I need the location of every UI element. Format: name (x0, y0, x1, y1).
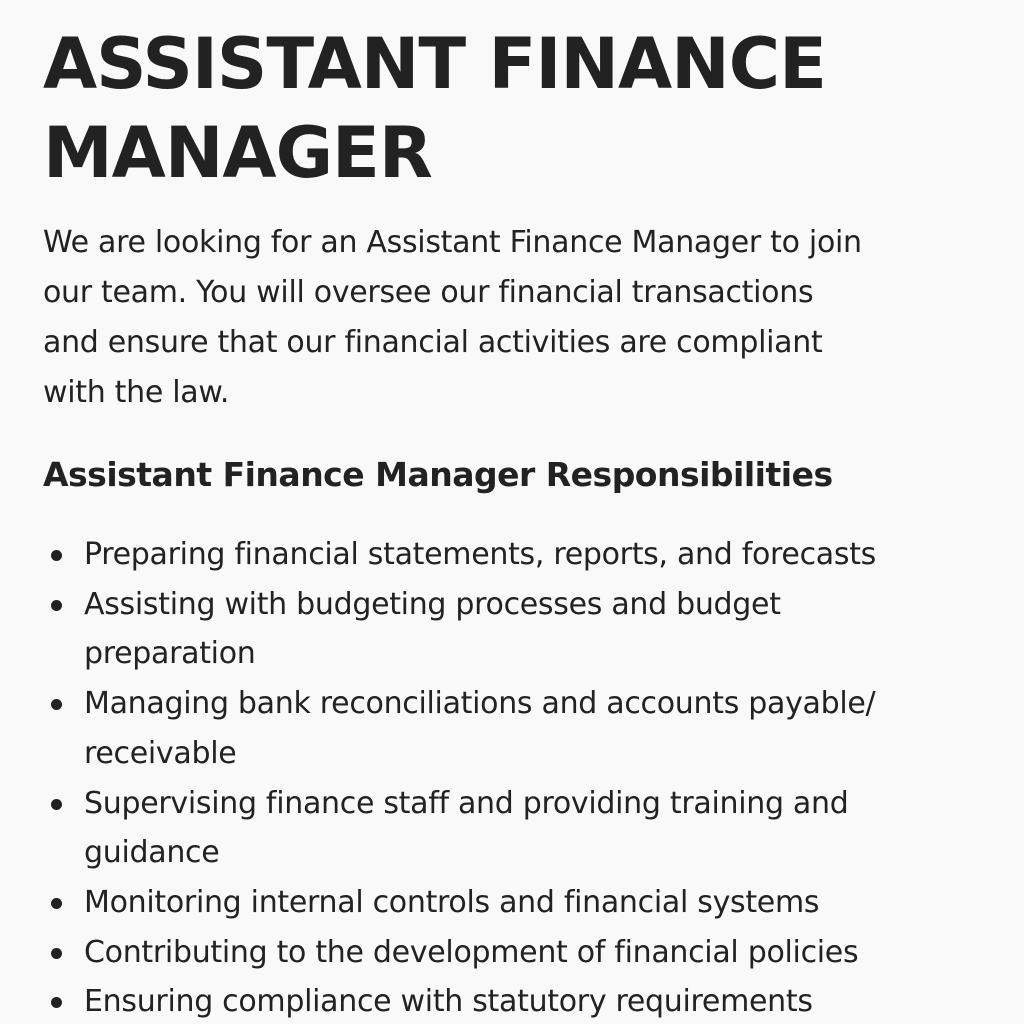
responsibilities-heading: Assistant Finance Manager Responsibilities (43, 455, 833, 494)
list-item-text: Monitoring internal controls and financial systems (84, 884, 820, 920)
list-item (43, 580, 1003, 679)
bullet-icon (51, 799, 62, 810)
bullet-icon (51, 550, 62, 561)
bullet-icon (51, 948, 62, 959)
intro-line-2: our team. You will oversee our financial transactions (43, 275, 814, 310)
bullet-icon (51, 997, 62, 1008)
responsibilities-list (43, 530, 1003, 1024)
bullet-icon (51, 600, 62, 611)
list-item (43, 928, 1003, 978)
intro-line-3: and ensure that our financial activities are compliant (43, 325, 823, 360)
page-title (43, 20, 1003, 198)
list-item-text: Managing bank reconciliations and accounts payable/ (84, 686, 876, 722)
title-line-2: MANAGER (43, 112, 432, 194)
list-item-text-continued: preparation (84, 636, 256, 672)
intro-line-1: We are looking for an Assistant Finance Manager to join (43, 225, 862, 260)
list-item (43, 779, 1003, 878)
list-item (43, 530, 1003, 580)
list-item-text-continued: receivable (84, 735, 237, 771)
list-item (43, 878, 1003, 928)
list-item-text-continued: guidance (84, 835, 220, 871)
list-item (43, 679, 1003, 778)
list-item-text: Ensuring compliance with statutory requirements (84, 984, 813, 1020)
intro-line-4: with the law. (43, 375, 230, 410)
intro-paragraph (43, 218, 983, 418)
list-item-text: Contributing to the development of financial policies (84, 934, 859, 970)
bullet-icon (51, 898, 62, 909)
bullet-icon (51, 699, 62, 710)
list-item-text: Assisting with budgeting processes and budget (84, 586, 781, 622)
list-item-text: Supervising finance staff and providing training and (84, 785, 849, 821)
title-line-1: ASSISTANT FINANCE (43, 23, 826, 105)
list-item-text: Preparing financial statements, reports, and forecasts (84, 537, 876, 572)
list-item (43, 977, 1003, 1024)
